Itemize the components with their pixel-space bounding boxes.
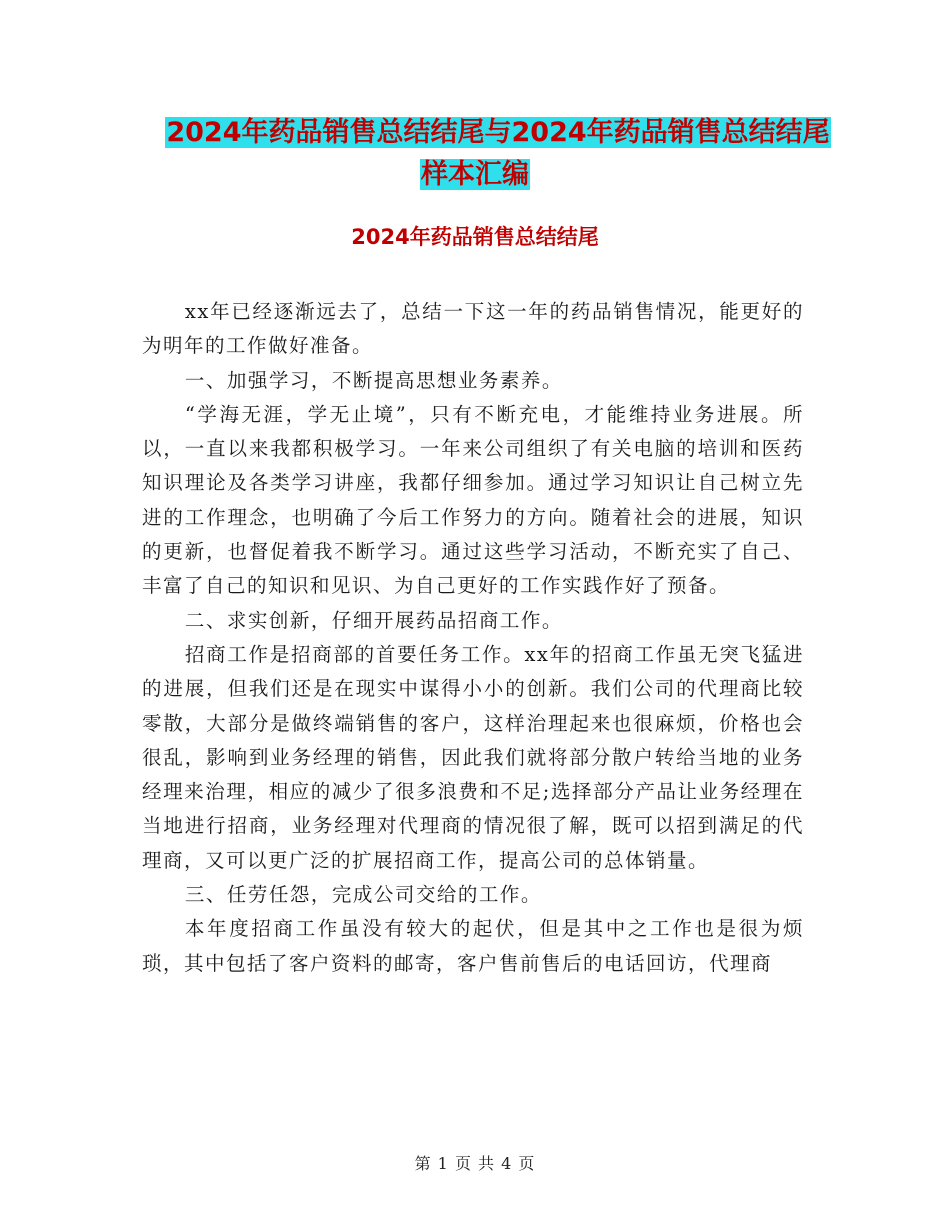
paragraph: 三、任劳任怨，完成公司交给的工作。 [184, 883, 542, 907]
paragraph: 招商工作是招商部的首要任务工作。xx年的招商工作虽无突飞猛进的进展，但我们还是在现实中谋得小小的创新。我们公司的代理商比较零散，大部分是做终端销售的客户，这样治理起来也很麻烦，价格也会很乱，影响到业务经理的销售，因此我们就将部分散户转给当地的业务经理来治理，相应的减少了很多浪费和不足;选择部分产品让业务经理在当地进行招商，业务经理对代理商的情况很了解，既可以招到满足的代理商，又可以更广泛的扩展招商工作，提高公司的总体销量。 [142, 642, 804, 872]
paragraph: 本年度招商工作虽没有较大的起伏，但是其中之工作也是很为烦琐，其中包括了客户资料的邮寄，客户售前售后的电话回访，代理商 [142, 917, 804, 975]
paragraph: 一、加强学习，不断提高思想业务素养。 [184, 368, 563, 392]
title-line-2: 样本汇编 [421, 159, 529, 190]
section-title: 2024年药品销售总结结尾 [351, 225, 599, 249]
paragraph: 二、求实创新，仔细开展药品招商工作。 [184, 608, 563, 632]
document-body [142, 295, 804, 981]
title-line-1: 2024年药品销售总结结尾与2024年药品销售总结结尾 [166, 117, 830, 148]
document-title [0, 112, 950, 196]
page-footer: 第 1 页 共 4 页 [414, 1154, 536, 1173]
paragraph: xx年已经逐渐远去了，总结一下这一年的药品销售情况，能更好的为明年的工作做好准备。 [142, 300, 804, 358]
paragraph: “学海无涯，学无止境”，只有不断充电，才能维持业务进展。所以，一直以来我都积极学习。一年来公司组织了有关电脑的培训和医药知识理论及各类学习讲座，我都仔细参加。通过学习知识让自己树立先进的工作理念，也明确了今后工作努力的方向。随着社会的进展，知识的更新，也督促着我不断学习。通过这些学习活动，不断充实了自己、丰富了自己的知识和见识、为自己更好的工作实践作好了预备。 [142, 402, 804, 598]
